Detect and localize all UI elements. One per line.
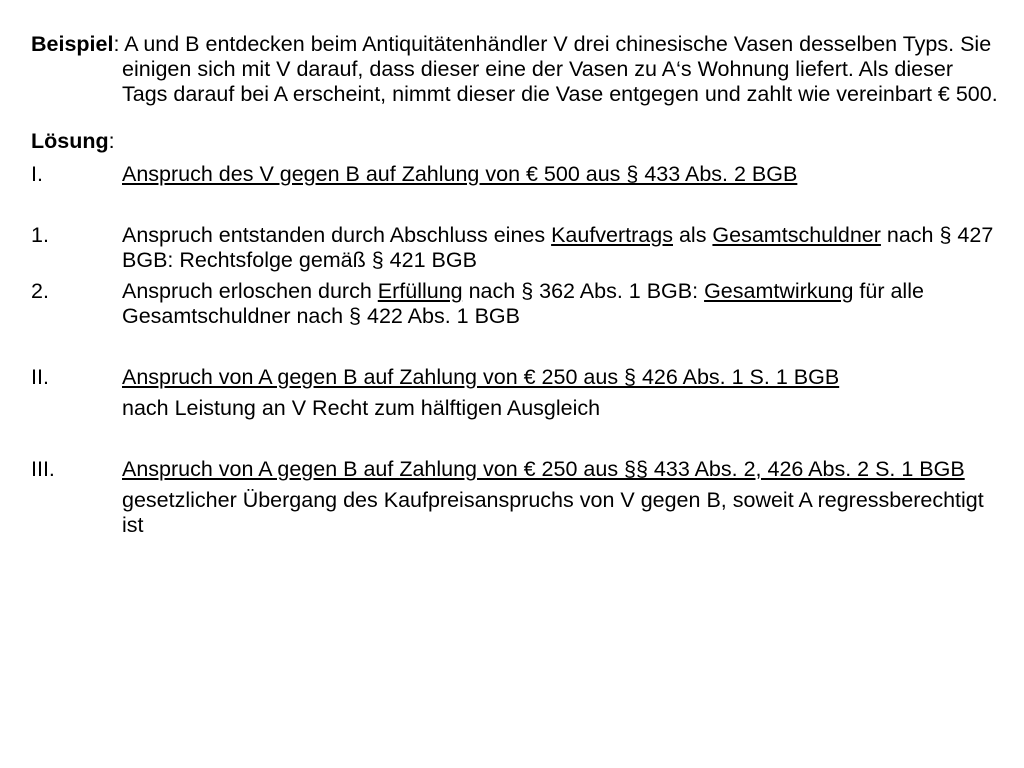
section-2-note: nach Leistung an V Recht zum hälftigen Ausgleich: [122, 396, 601, 420]
item-text: Anspruch erloschen durch Erfüllung nach § 362 Abs. 1 BGB: Gesamtwirkung für alle Gesamtschuldner nach § 422 Abs. 1 BGB: [122, 279, 924, 328]
section-2-heading-row: [31, 365, 1001, 390]
section-1-number: I.: [31, 162, 43, 186]
section-2-heading: Anspruch von A gegen B auf Zahlung von € 250 aus § 426 Abs. 1 S. 1 BGB: [122, 365, 840, 389]
section-1-item-2: [31, 279, 1001, 329]
section-1-heading-row: [31, 162, 1001, 187]
item-number: 1.: [31, 223, 49, 247]
item-number: 2.: [31, 279, 49, 303]
term-erfuellung: Erfüllung: [377, 279, 463, 303]
example-label: Beispiel: [31, 32, 114, 56]
term-gesamtwirkung: Gesamtwirkung: [704, 279, 854, 303]
solution-colon: :: [108, 129, 115, 153]
section-3-heading-row: [31, 457, 1001, 482]
section-3-number: III.: [31, 457, 55, 481]
section-3-note: gesetzlicher Übergang des Kaufpreisanspruchs von V gegen B, soweit A regressberechtigt ist: [122, 488, 984, 537]
section-3-heading: Anspruch von A gegen B auf Zahlung von € 250 aus §§ 433 Abs. 2, 426 Abs. 2 S. 1 BGB: [122, 457, 965, 481]
solution-heading: [31, 129, 1001, 154]
solution-label: Lösung: [31, 129, 109, 153]
section-2-number: II.: [31, 365, 49, 389]
slide-content: [31, 32, 1001, 538]
section-1-heading: Anspruch des V gegen B auf Zahlung von € 500 aus § 433 Abs. 2 BGB: [122, 162, 798, 186]
term-kaufvertrag: Kaufvertrags: [551, 223, 673, 247]
section-1-item-1: [31, 223, 1001, 273]
item-text: Anspruch entstanden durch Abschluss eines Kaufvertrags als Gesamtschuldner nach § 427 BGB: Rechtsfolge gemäß § 421 BGB: [122, 223, 994, 272]
term-gesamtschuldner: Gesamtschuldner: [712, 223, 881, 247]
example-paragraph: [31, 32, 1001, 107]
example-text: : A und B entdecken beim Antiquitätenhändler V drei chinesische Vasen desselben Typs. Sie einigen sich mit V darauf, dass dieser eine der Vasen zu A‘s Wohnung liefert. Als dieser Tags darauf bei A erscheint, nimmt dieser die Vase entgegen und zahlt wie vereinbart € 500.: [113, 32, 998, 106]
